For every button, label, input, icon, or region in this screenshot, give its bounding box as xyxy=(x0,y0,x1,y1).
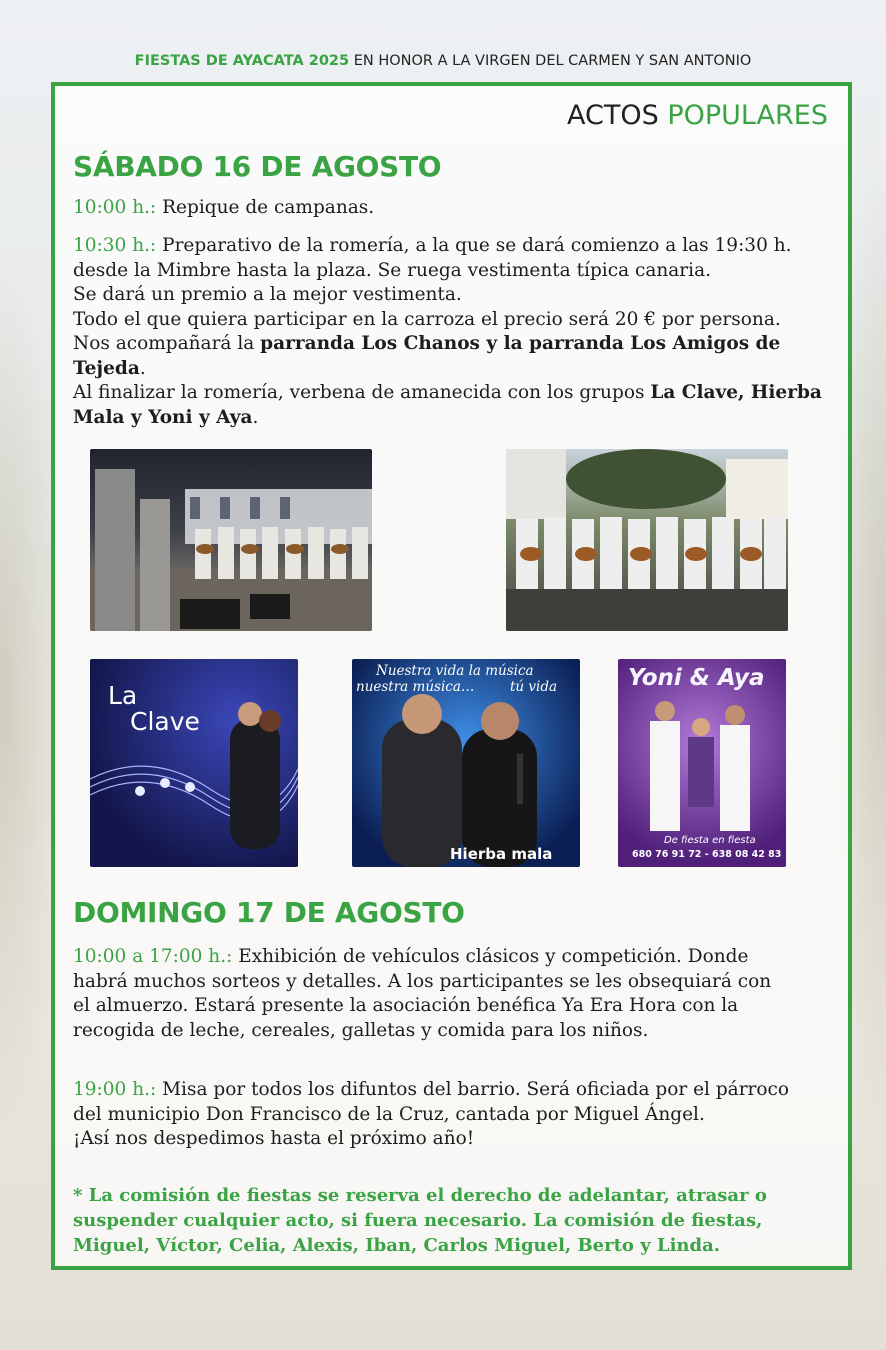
photo-yoni-y-aya xyxy=(618,659,786,867)
yoni-aya-title: Yoni & Aya xyxy=(628,665,765,691)
section-title xyxy=(567,100,828,131)
sunday-event-2 xyxy=(73,1078,843,1152)
organizers-note xyxy=(73,1183,843,1258)
hierba-mala-tagline-1: Nuestra vida la música xyxy=(376,663,534,679)
saturday-event-1 xyxy=(73,196,843,221)
photo-la-clave xyxy=(90,659,298,867)
sunday-title: DOMINGO 17 DE AGOSTO xyxy=(73,896,465,929)
event-text: ¡Así nos despedimos hasta el próximo año! xyxy=(73,1128,475,1149)
hierba-mala-tagline-2: nuestra música… xyxy=(356,679,475,695)
event-text: el almuerzo. Estará presente la asociación benéfica Ya Era Hora con la xyxy=(73,995,739,1016)
hierba-mala-name: Hierba mala xyxy=(450,845,553,863)
event-time: 10:00 a 17:00 h.: xyxy=(73,946,233,967)
header-title-rest: EN HONOR A LA VIRGEN DEL CARMEN Y SAN ANTONIO xyxy=(349,53,752,69)
event-text: Se dará un premio a la mejor vestimenta. xyxy=(73,284,462,305)
event-time: 19:00 h.: xyxy=(73,1079,157,1100)
note-line: * La comisión de fiestas se reserva el derecho de adelantar, atrasar o xyxy=(73,1185,767,1206)
program-frame xyxy=(51,82,852,1270)
yoni-aya-phones: 680 76 91 72 - 638 08 42 83 xyxy=(632,849,782,860)
event-text: Al finalizar la romería, verbena de amanecida con los grupos xyxy=(73,382,651,403)
event-text: . xyxy=(139,357,146,379)
yoni-aya-slogan: De fiesta en fiesta xyxy=(664,835,756,846)
event-text: . xyxy=(252,406,259,428)
la-clave-title-2: Clave xyxy=(130,707,200,736)
hierba-mala-tagline-3: tú vida xyxy=(510,679,558,695)
event-text: Misa por todos los difuntos del barrio. Será oficiada por el párroco xyxy=(156,1079,790,1100)
parranda-stage-illustration xyxy=(90,449,372,631)
event-text: desde la Mimbre hasta la plaza. Se ruega vestimenta típica canaria. xyxy=(73,259,711,281)
event-text: del municipio Don Francisco de la Cruz, cantada por Miguel Ángel. xyxy=(73,1103,705,1125)
event-text: recogida de leche, cereales, galletas y comida para los niños. xyxy=(73,1019,649,1041)
note-line: suspender cualquier acto, si fuera necesario. La comisión de fiestas, xyxy=(73,1210,763,1231)
section-title-b: POPULARES xyxy=(658,100,828,131)
event-text: Todo el que quiera participar en la carroza el precio será 20 € por persona. xyxy=(73,308,781,330)
la-clave-title-1: La xyxy=(108,681,138,710)
event-text: Repique de campanas. xyxy=(156,197,375,218)
section-title-a: ACTOS xyxy=(567,100,659,131)
photo-parranda-los-chanos xyxy=(90,449,372,631)
event-text: Preparativo de la romería, a la que se dará comienzo a las 19:30 h. xyxy=(156,235,792,256)
header-title-green: FIESTAS DE AYACATA 2025 xyxy=(134,53,350,69)
parranda-group-illustration xyxy=(506,449,788,631)
poster-header xyxy=(0,53,886,69)
event-text-bold: parranda Los Chanos y la parranda Los Amigos de Tejeda xyxy=(73,333,781,379)
note-line: Miguel, Víctor, Celia, Alexis, Iban, Carlos Miguel, Berto y Linda. xyxy=(73,1235,721,1256)
photo-parranda-los-amigos-de-tejeda xyxy=(506,449,788,631)
event-time: 10:00 h.: xyxy=(73,197,157,218)
event-text-bold: La Clave, Hierba Mala y Yoni y Aya xyxy=(73,382,822,428)
event-text: Nos acompañará la xyxy=(73,333,261,354)
saturday-event-2 xyxy=(73,234,843,430)
event-text: Exhibición de vehículos clásicos y competición. Donde xyxy=(232,946,749,967)
event-text: habrá muchos sorteos y detalles. A los participantes se les obsequiará con xyxy=(73,970,772,992)
event-time: 10:30 h.: xyxy=(73,235,157,256)
saturday-title: SÁBADO 16 DE AGOSTO xyxy=(73,150,442,183)
photo-hierba-mala xyxy=(352,659,580,867)
sunday-event-1 xyxy=(73,945,843,1043)
